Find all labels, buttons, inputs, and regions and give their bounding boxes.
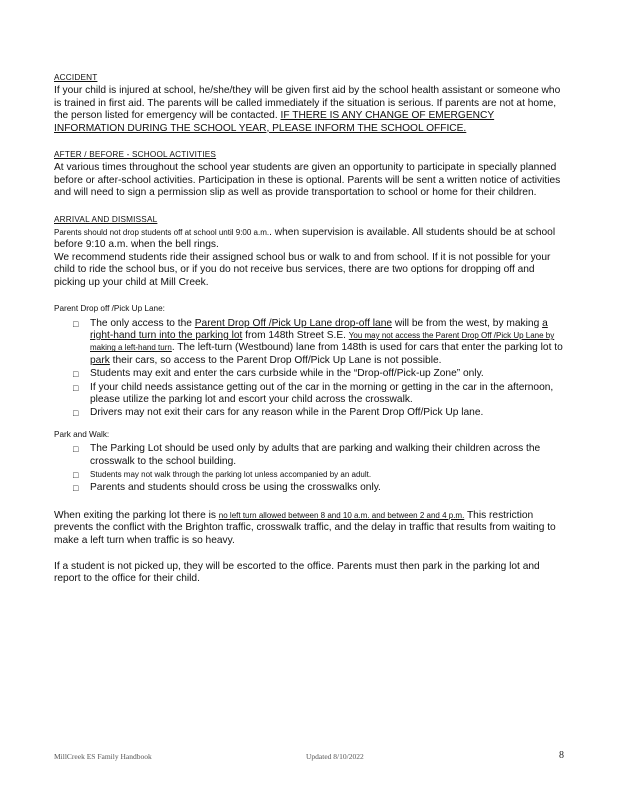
checkbox-bullet-icon: □ [73, 408, 79, 419]
list-item: □ The Parking Lot should be used only by adults that are parking and walking their children across the crosswalk to the school building. [73, 443, 541, 467]
list-item: □ The only access to the Parent Drop Off /Pick Up Lane drop-off lane will be from the west, by making a right-hand turn into the parking lot from 148th Street S.E. You may not access the Parent Drop Off /Pick Up Lane by making a left-hand turn. The left-turn (Westbound) lane from 148th is used for cars that enter the parking lot to park their cars, so access to the Parent Drop Off/Pick Up Lane is not possible. [73, 317, 563, 366]
checkbox-bullet-icon: □ [73, 444, 79, 455]
handbook-page [54, 72, 566, 586]
arrival-options-text: We recommend students ride their assigned school bus or walk to and from school. If it is not possible for your child to ride the school bus, or if you do not receive bus services, there are two options for dropping off and picking up your child at Mill Creek. [54, 251, 551, 288]
arrival-heading: ARRIVAL AND DISMISSAL [54, 214, 158, 224]
checkbox-bullet-icon: □ [73, 382, 79, 393]
accident-emergency-notice: IF THERE IS ANY CHANGE OF EMERGENCY INFORMATION DURING THE SCHOOL YEAR, PLEASE INFORM THE SCHOOL OFFICE. [54, 110, 495, 134]
checkbox-bullet-icon: □ [73, 483, 79, 494]
no-left-turn-hours: no left turn allowed between 8 and 10 a.m. and between 2 and 4 p.m. [218, 510, 465, 520]
list-item: □ Drivers may not exit their cars for any reason while in the Parent Drop Off/Pick Up lane. [73, 407, 484, 419]
list-item: □ Students may not walk through the parking lot unless accompanied by an adult. [73, 469, 372, 480]
exiting-paragraph: When exiting the parking lot there is no left turn allowed between 8 and 10 a.m. and between 2 and 4 p.m. This restriction prevents the conflict with the Brighton traffic, crosswalk traffic, and the delay in traffic that results from waiting to make a left turn when traffic is so heavy. [54, 509, 556, 546]
checkbox-bullet-icon: □ [73, 318, 79, 329]
arrival-supervision-text: . when supervision is available. All students should be at school before 9:10 a.m. when the bell rings. [54, 227, 556, 251]
list-item: □ Students may exit and enter the cars curbside while in the “Drop-off/Pick-up Zone” only. [73, 368, 484, 380]
checkbox-bullet-icon: □ [73, 369, 79, 380]
after-school-heading: AFTER / BEFORE - SCHOOL ACTIVITIES [54, 150, 217, 160]
footer-updated-date: Updated 8/10/2022 [306, 752, 364, 761]
arrival-dropoff-time: Parents should not drop students off at school until 9:00 a.m. [54, 228, 270, 238]
accident-heading: ACCIDENT [54, 73, 98, 82]
list-item: □ Parents and students should cross be using the crosswalks only. [73, 482, 381, 494]
not-picked-up-paragraph: If a student is not picked up, they will be escorted to the office. Parents must then park in the parking lot and report to the office for their child. [54, 561, 540, 585]
accident-text: If your child is injured at school, he/she/they will be given first aid by the school health assistant or someone who is trained in first aid. The parents will be called immediately if the situation is serious. If parents are not at home, the person listed for emergency will be contacted. [54, 85, 561, 122]
parent-drop-list [54, 318, 566, 420]
arrival-section [54, 214, 566, 289]
list-item: □ If your child needs assistance getting out of the car in the morning or getting in the car in the afternoon, please utilize the parking lot and escort your child across the crosswalk. [73, 381, 554, 405]
after-school-section [54, 149, 566, 200]
checkbox-bullet-icon: □ [73, 469, 79, 480]
park-walk-section [54, 429, 566, 495]
parent-drop-section [54, 303, 566, 420]
after-school-text: At various times throughout the school year students are given an opportunity to participate in specially planned before or after-school activities. Participation in these is optional. Parents will be sent a written notice of activities and will need to sign a permission slip as well as provide transportation to school or home for their children. [54, 162, 561, 199]
footer-handbook-title: MillCreek ES Family Handbook [54, 752, 152, 761]
page-number: 8 [559, 750, 564, 761]
parent-drop-subhead: Parent Drop off /Pick Up Lane: [54, 304, 165, 314]
park-walk-subhead: Park and Walk: [54, 429, 110, 439]
accident-section [54, 72, 566, 135]
park-walk-list [54, 443, 566, 495]
